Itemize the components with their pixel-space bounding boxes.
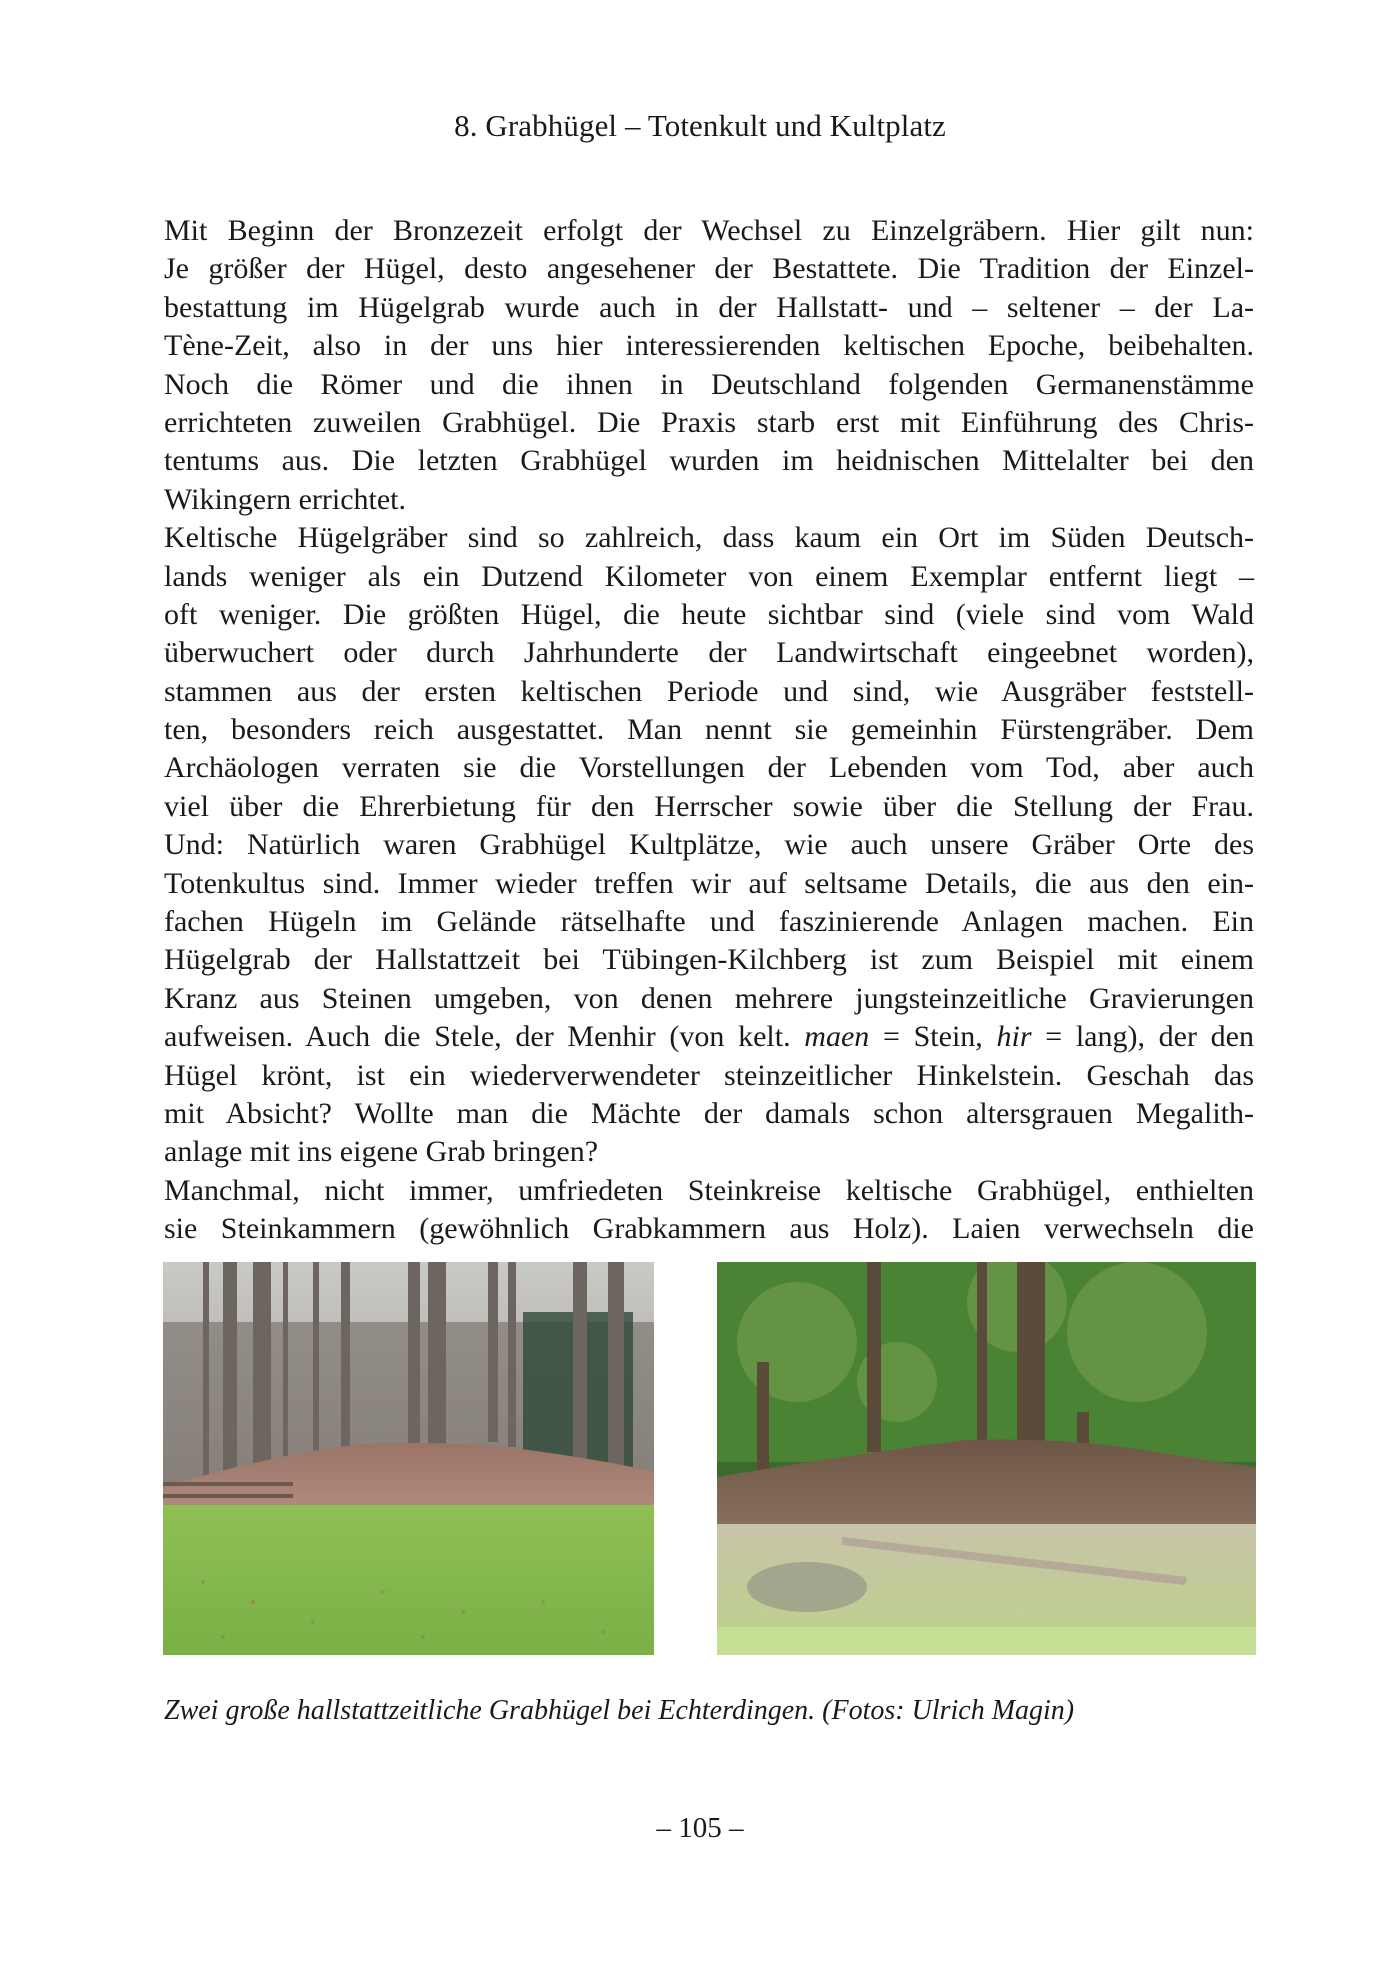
photo-summer-burial-mound xyxy=(717,1262,1256,1655)
italic-term-maen: maen xyxy=(804,1020,870,1054)
text-segment: = lang), der den xyxy=(1031,1020,1254,1054)
text-line: Mit Beginn der Bronzezeit erfolgt der Wechsel zu Einzelgräbern. Hier gilt nun: xyxy=(164,214,1254,247)
text-line: Hügel krönt, ist ein wiederverwendeter steinzeitlicher Hinkelstein. Geschah das xyxy=(164,1058,1254,1092)
text-line: Manchmal, nicht immer, umfriedeten Steinkreise keltische Grabhügel, enthielten xyxy=(164,1173,1254,1207)
text-line: Totenkultus sind. Immer wieder treffen wir auf seltsame Details, die aus den ein- xyxy=(164,866,1254,900)
text-line: lands weniger als ein Dutzend Kilometer von einem Exemplar entfernt liegt – xyxy=(164,559,1254,593)
running-header: 8. Grabhügel – Totenkult und Kultplatz xyxy=(454,108,946,143)
text-line: oft weniger. Die größten Hügel, die heute sichtbar sind (viele sind vom Wald xyxy=(164,597,1254,631)
text-line: sie Steinkammern (gewöhnlich Grabkammern aus Holz). Laien verwechseln die xyxy=(164,1212,1254,1246)
text-line: fachen Hügeln im Gelände rätselhafte und faszinierende Anlagen machen. Ein xyxy=(164,905,1254,939)
text-line: anlage mit ins eigene Grab bringen? xyxy=(164,1135,599,1169)
figure-caption: Zwei große hallstattzeitliche Grabhügel bei Echterdingen. (Fotos: Ulrich Magin) xyxy=(164,1695,1075,1726)
photo-winter-image xyxy=(163,1262,654,1655)
text-line: Und: Natürlich waren Grabhügel Kultplätze, wie auch unsere Gräber Orte des xyxy=(164,828,1254,862)
text-line: tentums aus. Die letzten Grabhügel wurden im heidnischen Mittelalter bei den xyxy=(164,444,1254,478)
text-line: bestattung im Hügelgrab wurde auch in der Hallstatt- und – seltener – der La- xyxy=(164,290,1254,324)
text-line: Keltische Hügelgräber sind so zahlreich, dass kaum ein Ort im Süden Deutsch- xyxy=(164,521,1254,555)
text-line: Kranz aus Steinen umgeben, von denen mehrere jungsteinzeitliche Gravierungen xyxy=(164,981,1254,1015)
body-text xyxy=(164,212,1254,1249)
text-line: errichteten zuweilen Grabhügel. Die Praxis starb erst mit Einführung des Chris- xyxy=(164,405,1254,439)
text-line: viel über die Ehrerbietung für den Herrscher sowie über die Stellung der Frau. xyxy=(164,789,1254,823)
text-segment: aufweisen. Auch die Stele, der Menhir (von kelt. xyxy=(164,1020,805,1054)
text-line: mit Absicht? Wollte man die Mächte der damals schon altersgrauen Megalith- xyxy=(164,1096,1254,1130)
text-line: ten, besonders reich ausgestattet. Man nennt sie gemeinhin Fürstengräber. Dem xyxy=(164,713,1254,747)
text-line: Hügelgrab der Hallstattzeit bei Tübingen-Kilchberg ist zum Beispiel mit einem xyxy=(164,943,1254,977)
text-line: stammen aus der ersten keltischen Periode und sind, wie Ausgräber feststell- xyxy=(164,674,1254,708)
text-line: Archäologen verraten sie die Vorstellungen der Lebenden vom Tod, aber auch xyxy=(164,751,1254,785)
photo-summer-image xyxy=(717,1262,1256,1655)
italic-term-hir: hir xyxy=(996,1020,1032,1054)
text-line: Noch die Römer und die ihnen in Deutschland folgenden Germanenstämme xyxy=(164,367,1254,401)
photo-winter-burial-mound xyxy=(163,1262,654,1655)
text-line: Wikingern errichtet. xyxy=(164,482,407,516)
text-line: Je größer der Hügel, desto angesehener der Bestattete. Die Tradition der Einzel- xyxy=(164,252,1254,286)
text-line-with-italics xyxy=(164,1018,1254,1056)
page-number: – 105 – xyxy=(656,1812,744,1844)
text-line: überwuchert oder durch Jahrhunderte der Landwirtschaft eingeebnet worden), xyxy=(164,636,1254,670)
text-segment: = Stein, xyxy=(869,1020,997,1054)
text-line: Tène-Zeit, also in der uns hier interessierenden keltischen Epoche, beibehalten. xyxy=(164,329,1254,363)
